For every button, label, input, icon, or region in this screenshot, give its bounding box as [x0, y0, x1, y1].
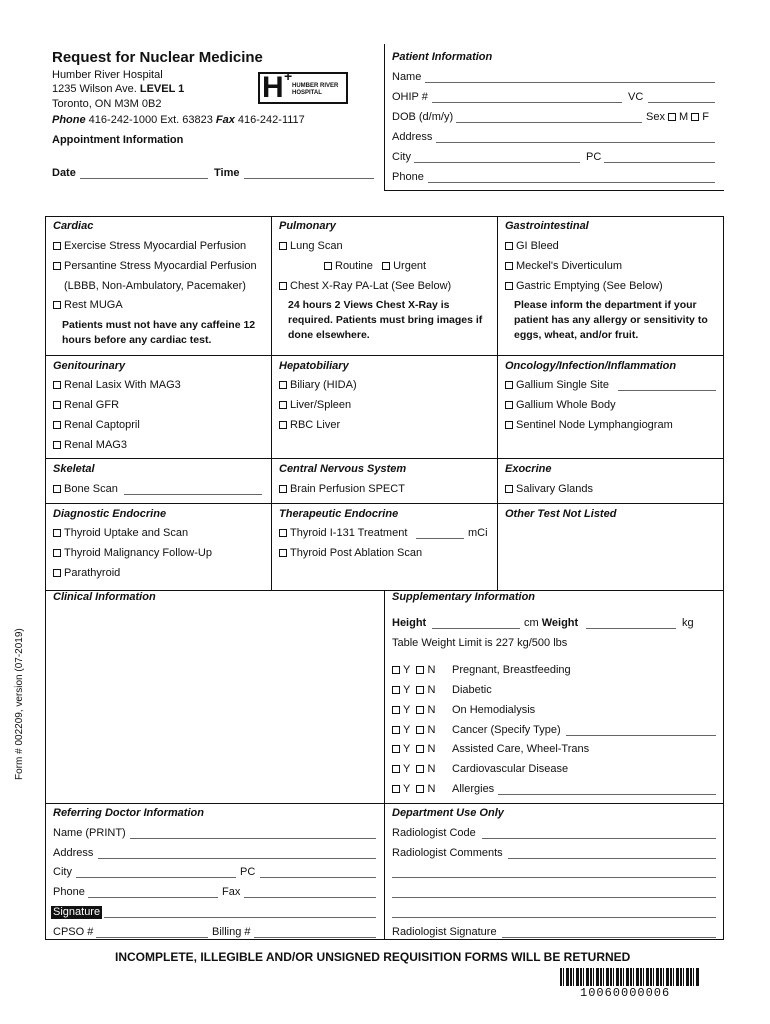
gallium-site-field[interactable] — [618, 390, 716, 391]
ref-billing-label: Billing # — [212, 926, 251, 938]
diag-endo-heading: Diagnostic Endocrine — [53, 508, 167, 520]
checkbox[interactable] — [53, 569, 61, 577]
form-title: Request for Nuclear Medicine — [52, 49, 263, 66]
checkbox[interactable] — [53, 441, 61, 449]
dept-code-field[interactable] — [482, 838, 716, 839]
ref-name-label: Name (PRINT) — [53, 827, 126, 839]
onco-heading: Oncology/Infection/Inflammation — [505, 360, 677, 372]
cns-item: Brain Perfusion SPECT — [279, 483, 405, 496]
checkbox[interactable] — [505, 401, 513, 409]
checkbox[interactable] — [279, 381, 287, 389]
gu-item: Renal GFR — [53, 399, 119, 412]
diag-endo-item: Parathyroid — [53, 567, 120, 580]
onco-item: Gallium Single Site — [505, 379, 609, 392]
ther-endo-heading: Therapeutic Endocrine — [279, 508, 399, 520]
dob-field[interactable] — [456, 122, 642, 123]
gu-item: Renal MAG3 — [53, 439, 127, 452]
checkbox[interactable] — [279, 282, 287, 290]
row-divider-1 — [45, 355, 724, 356]
hepato-item: Biliary (HIDA) — [279, 379, 357, 392]
yes-checkbox[interactable] — [392, 686, 400, 694]
supp-yn-row: Y N — [392, 783, 435, 796]
supp-heading: Supplementary Information — [392, 591, 536, 603]
clinical-heading: Clinical Information — [53, 591, 156, 603]
hospital-address-line2: Toronto, ON M3M 0B2 — [52, 98, 162, 110]
col-divider-lower — [384, 590, 385, 940]
sex-f-checkbox[interactable] — [691, 113, 699, 121]
checkbox[interactable] — [279, 529, 287, 537]
yes-checkbox[interactable] — [392, 666, 400, 674]
no-checkbox[interactable] — [416, 706, 424, 714]
phone-label: Phone — [392, 171, 424, 183]
no-checkbox[interactable] — [416, 726, 424, 734]
supp-yn-row: Y N — [392, 743, 435, 756]
mci-label: mCi — [468, 527, 488, 539]
checkbox[interactable] — [505, 242, 513, 250]
checkbox[interactable] — [53, 381, 61, 389]
cardiac-item-persantine: Persantine Stress Myocardial Perfusion — [53, 260, 257, 273]
checkbox[interactable] — [505, 381, 513, 389]
yes-checkbox[interactable] — [392, 765, 400, 773]
exocrine-heading: Exocrine — [505, 463, 552, 475]
hepato-heading: Hepatobiliary — [279, 360, 349, 372]
ohip-field[interactable] — [432, 102, 622, 103]
height-field[interactable] — [432, 628, 520, 629]
weight-field[interactable] — [586, 628, 676, 629]
supp-yn-row: Y N — [392, 724, 435, 737]
ref-pc-field[interactable] — [260, 877, 376, 878]
checkbox[interactable] — [53, 301, 61, 309]
pulmonary-item-xray: Chest X-Ray PA-Lat (See Below) — [279, 280, 451, 293]
patient-box-border — [384, 44, 385, 190]
pulmonary-priority: Routine Urgent — [324, 260, 426, 273]
no-checkbox[interactable] — [416, 765, 424, 773]
ref-billing-field[interactable] — [254, 937, 376, 938]
gu-item: Renal Lasix With MAG3 — [53, 379, 181, 392]
pc-field[interactable] — [604, 162, 715, 163]
checkbox[interactable] — [53, 242, 61, 250]
ref-city-label: City — [53, 866, 72, 878]
col-divider-1 — [271, 216, 272, 590]
vc-label: VC — [628, 91, 644, 103]
vc-field[interactable] — [648, 102, 715, 103]
dept-comments-field[interactable] — [508, 858, 716, 859]
supp-item: Diabetic — [452, 684, 492, 696]
ref-cpso-field[interactable] — [96, 937, 208, 938]
appointment-heading: Appointment Information — [52, 134, 184, 146]
cardiac-item-muga: Rest MUGA — [53, 299, 123, 312]
ref-cpso-label: CPSO # — [53, 926, 94, 938]
checkbox[interactable] — [53, 401, 61, 409]
supp-yn-row: Y N — [392, 664, 435, 677]
diag-endo-item: Thyroid Uptake and Scan — [53, 527, 188, 540]
ther-endo-item: Thyroid I-131 Treatment — [279, 527, 407, 540]
gi-item-bleed: GI Bleed — [505, 240, 559, 253]
no-checkbox[interactable] — [416, 785, 424, 793]
checkbox[interactable] — [53, 529, 61, 537]
dept-signature-field[interactable] — [502, 937, 716, 938]
ohip-label: OHIP # — [392, 91, 428, 103]
hospital-logo: H + HUMBER RIVER HOSPITAL — [258, 72, 348, 104]
checkbox[interactable] — [505, 421, 513, 429]
phone-field[interactable] — [428, 182, 715, 183]
checkbox[interactable] — [279, 421, 287, 429]
patient-name-field[interactable] — [425, 82, 715, 83]
routine-checkbox[interactable] — [324, 262, 332, 270]
pulmonary-note: 24 hours 2 Views Chest X-Ray is required. Patients must bring images if done elsewhere. — [288, 299, 483, 341]
dept-comments-line[interactable] — [392, 897, 716, 898]
cancer-type-field[interactable] — [566, 735, 716, 736]
checkbox[interactable] — [53, 485, 61, 493]
hospital-address-line1: 1235 Wilson Ave. LEVEL 1 — [52, 83, 185, 95]
hepato-item: RBC Liver — [279, 419, 340, 432]
referring-heading: Referring Doctor Information — [53, 807, 204, 819]
height-label: Height — [392, 617, 427, 629]
gi-heading: Gastrointestinal — [505, 220, 589, 232]
supp-item: Pregnant, Breastfeeding — [452, 664, 571, 676]
checkbox[interactable] — [279, 401, 287, 409]
supp-item: Cancer (Specify Type) — [452, 724, 561, 736]
barcode — [560, 968, 700, 986]
yes-checkbox[interactable] — [392, 785, 400, 793]
weight-limit: Table Weight Limit is 227 kg/500 lbs — [392, 637, 568, 649]
ref-fax-label: Fax — [222, 886, 241, 898]
checkbox[interactable] — [279, 485, 287, 493]
time-label: Time — [214, 167, 240, 179]
ref-city-field[interactable] — [76, 877, 236, 878]
patient-heading: Patient Information — [392, 51, 493, 63]
patient-box-bottom — [384, 190, 724, 191]
supp-yn-row: Y N — [392, 704, 435, 717]
checkbox[interactable] — [505, 282, 513, 290]
time-field[interactable] — [244, 178, 374, 179]
ref-signature-label: Signature — [53, 906, 101, 918]
patient-name-label: Name — [392, 71, 422, 83]
checkbox[interactable] — [53, 421, 61, 429]
supp-yn-row: Y N — [392, 684, 435, 697]
ref-fax-field[interactable] — [244, 897, 376, 898]
row-divider-2 — [45, 458, 724, 459]
dept-comments-line[interactable] — [392, 877, 716, 878]
hospital-name: Humber River Hospital — [52, 69, 163, 81]
exocrine-item: Salivary Glands — [505, 483, 593, 496]
yes-checkbox[interactable] — [392, 726, 400, 734]
skeletal-heading: Skeletal — [53, 463, 95, 475]
supp-yn-row: Y N — [392, 763, 435, 776]
ref-signature-field[interactable] — [104, 917, 376, 918]
supp-item: Cardiovascular Disease — [452, 763, 569, 775]
sex-options: Sex M F — [646, 111, 709, 123]
pulmonary-heading: Pulmonary — [279, 220, 336, 232]
skeletal-item: Bone Scan — [53, 483, 118, 496]
no-checkbox[interactable] — [416, 666, 424, 674]
checkbox[interactable] — [279, 549, 287, 557]
checkbox[interactable] — [505, 262, 513, 270]
pulmonary-item-lung: Lung Scan — [279, 240, 343, 253]
bone-scan-field[interactable] — [124, 494, 262, 495]
hospital-phone-fax: Phone 416-242-1000 Ext. 63823 Fax 416-242-1117 — [52, 114, 305, 126]
dept-signature-label: Radiologist Signature — [392, 926, 497, 938]
form-number: Form # 002209, version (07-2019) — [14, 628, 25, 780]
gi-note: Please inform the department if your patient has any allergy or sensitivity to eggs, wheat, and/or fruit. — [514, 299, 708, 341]
cns-heading: Central Nervous System — [279, 463, 407, 475]
cardiac-item-persantine-note: (LBBB, Non-Ambulatory, Pacemaker) — [64, 280, 246, 292]
row-divider-5 — [45, 803, 724, 804]
cardiac-heading: Cardiac — [53, 220, 94, 232]
pc-label: PC — [586, 151, 602, 163]
yes-checkbox[interactable] — [392, 706, 400, 714]
checkbox[interactable] — [53, 262, 61, 270]
mci-field[interactable] — [416, 538, 464, 539]
allergies-field[interactable] — [498, 794, 716, 795]
diag-endo-item: Thyroid Malignancy Follow-Up — [53, 547, 212, 560]
supp-item: Assisted Care, Wheel-Trans — [452, 743, 590, 755]
cardiac-item-exercise: Exercise Stress Myocardial Perfusion — [53, 240, 246, 253]
row-divider-3 — [45, 503, 724, 504]
dept-comments-label: Radiologist Comments — [392, 847, 503, 859]
checkbox[interactable] — [279, 242, 287, 250]
sex-m-checkbox[interactable] — [668, 113, 676, 121]
address-label: Address — [392, 131, 433, 143]
city-label: City — [392, 151, 411, 163]
gu-item: Renal Captopril — [53, 419, 140, 432]
ther-endo-item: Thyroid Post Ablation Scan — [279, 547, 422, 560]
kg-label: kg — [682, 617, 694, 629]
onco-item: Sentinel Node Lymphangiogram — [505, 419, 673, 432]
urgent-checkbox[interactable] — [382, 262, 390, 270]
ref-address-field[interactable] — [98, 858, 376, 859]
cardiac-note: Patients must not have any caffeine 12 hours before any cardiac test. — [62, 319, 256, 346]
checkbox[interactable] — [505, 485, 513, 493]
ref-phone-field[interactable] — [88, 897, 218, 898]
other-heading: Other Test Not Listed — [505, 508, 617, 520]
gi-item-gastric: Gastric Emptying (See Below) — [505, 280, 663, 293]
barcode-number: 10060000006 — [580, 986, 671, 1000]
footer-warning: INCOMPLETE, ILLEGIBLE AND/OR UNSIGNED REQUISITION FORMS WILL BE RETURNED — [115, 950, 631, 964]
checkbox[interactable] — [53, 549, 61, 557]
date-label: Date — [52, 167, 76, 179]
hepato-item: Liver/Spleen — [279, 399, 351, 412]
address-field[interactable] — [436, 142, 715, 143]
supp-item: On Hemodialysis — [452, 704, 536, 716]
supp-item: Allergies — [452, 783, 495, 795]
gu-heading: Genitourinary — [53, 360, 126, 372]
ref-pc-label: PC — [240, 866, 256, 878]
dept-heading: Department Use Only — [392, 807, 504, 819]
no-checkbox[interactable] — [416, 686, 424, 694]
city-field[interactable] — [414, 162, 580, 163]
dob-label: DOB (d/m/y) — [392, 111, 454, 123]
dept-comments-line[interactable] — [392, 917, 716, 918]
yes-checkbox[interactable] — [392, 745, 400, 753]
clinical-textarea[interactable] — [50, 608, 380, 798]
ref-phone-label: Phone — [53, 886, 85, 898]
cm-weight-label: cm Weight — [524, 617, 579, 629]
date-field[interactable] — [80, 178, 208, 179]
col-divider-2 — [497, 216, 498, 590]
onco-item: Gallium Whole Body — [505, 399, 616, 412]
ref-address-label: Address — [53, 847, 94, 859]
ref-name-field[interactable] — [130, 838, 376, 839]
gi-item-meckel: Meckel's Diverticulum — [505, 260, 622, 273]
no-checkbox[interactable] — [416, 745, 424, 753]
dept-code-label: Radiologist Code — [392, 827, 476, 839]
